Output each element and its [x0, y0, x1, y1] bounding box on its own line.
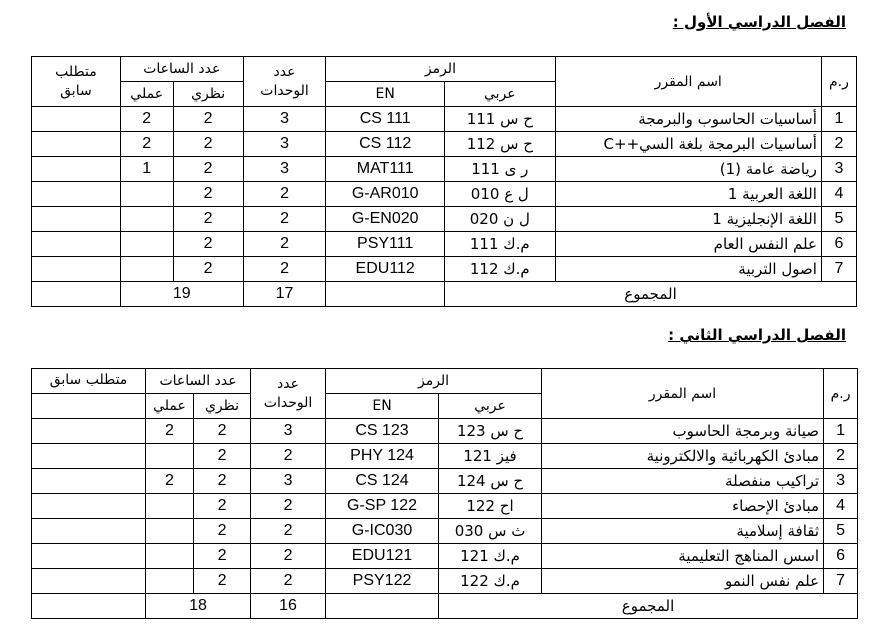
col-header-en: EN	[326, 394, 439, 419]
units-cell: 2	[251, 519, 326, 544]
col-header-prereq	[32, 57, 121, 107]
units-cell: 2	[243, 232, 326, 257]
table-row	[32, 519, 858, 544]
row-number: 2	[824, 444, 858, 469]
practical-hours	[120, 207, 173, 232]
course-name: مبادئ الإحصاء	[542, 494, 824, 519]
code-arabic: ل ن 020	[445, 207, 555, 232]
units-cell: 2	[243, 207, 326, 232]
course-name: مبادئ الكهربائية والالكترونية	[542, 444, 824, 469]
col-header-hours: عدد الساعات	[120, 57, 243, 82]
practical-hours	[120, 182, 173, 207]
prereq-cell	[32, 132, 121, 157]
col-header-num: ر.م	[821, 57, 856, 107]
table-row	[32, 107, 857, 132]
prereq-header-bottom: سابق	[60, 82, 92, 99]
units-cell: 3	[243, 107, 326, 132]
row-number: 6	[824, 544, 858, 569]
table-row	[32, 232, 857, 257]
total-prereq-empty	[32, 594, 146, 619]
table-row	[32, 444, 858, 469]
prereq-cell	[32, 232, 121, 257]
row-number: 5	[824, 519, 858, 544]
theory-hours: 2	[173, 257, 243, 282]
prereq-cell	[32, 494, 146, 519]
theory-hours: 2	[194, 494, 251, 519]
theory-hours: 2	[194, 469, 251, 494]
code-arabic: م.ك 112	[445, 257, 555, 282]
table-row	[32, 182, 857, 207]
practical-hours	[146, 544, 194, 569]
col-header-practical: عملي	[120, 82, 173, 107]
practical-hours	[146, 444, 194, 469]
table-row	[32, 132, 857, 157]
course-name: تراكيب منفصلة	[542, 469, 824, 494]
units-cell: 3	[251, 419, 326, 444]
code-arabic: ح س 124	[439, 469, 542, 494]
practical-hours	[146, 569, 194, 594]
code-arabic: م.ك 122	[439, 569, 542, 594]
col-header-units	[243, 57, 326, 107]
code-en: G-IC030	[326, 519, 439, 544]
code-arabic: اح 122	[439, 494, 542, 519]
practical-hours: 2	[120, 107, 173, 132]
code-arabic: فيز 121	[439, 444, 542, 469]
course-name: اصول التربية	[555, 257, 821, 282]
practical-hours	[146, 519, 194, 544]
code-en: MAT111	[326, 157, 445, 182]
prereq-cell	[32, 107, 121, 132]
col-header-prereq: متطلب سابق	[32, 369, 146, 394]
code-arabic: م.ك 111	[445, 232, 555, 257]
prereq-cell	[32, 257, 121, 282]
code-en: G-EN020	[326, 207, 445, 232]
units-cell: 2	[251, 569, 326, 594]
code-en: CS 112	[326, 132, 445, 157]
code-en: PHY 124	[326, 444, 439, 469]
theory-hours: 2	[194, 419, 251, 444]
course-name: ثقافة إسلامية	[542, 519, 824, 544]
units-header-top: عدد	[277, 375, 299, 392]
theory-hours: 2	[194, 544, 251, 569]
code-arabic: ل ع 010	[445, 182, 555, 207]
theory-hours: 2	[173, 107, 243, 132]
theory-hours: 2	[173, 157, 243, 182]
theory-hours: 2	[173, 207, 243, 232]
units-header-top: عدد	[273, 63, 296, 80]
col-header-arabic: عربي	[445, 82, 555, 107]
table-row	[32, 544, 858, 569]
prereq-cell	[32, 569, 146, 594]
code-en: CS 124	[326, 469, 439, 494]
course-name: اسس المناهج التعليمية	[542, 544, 824, 569]
theory-hours: 2	[173, 132, 243, 157]
code-arabic: ح س 112	[445, 132, 555, 157]
table-row	[32, 494, 858, 519]
course-name: علم النفس العام	[555, 232, 821, 257]
row-number: 7	[824, 569, 858, 594]
row-number: 4	[824, 494, 858, 519]
row-number: 7	[821, 257, 856, 282]
col-header-code: الرمز	[326, 369, 542, 394]
course-name: صيانة وبرمجة الحاسوب	[542, 419, 824, 444]
theory-hours: 2	[173, 232, 243, 257]
practical-hours: 2	[120, 132, 173, 157]
table-row	[32, 157, 857, 182]
units-cell: 2	[251, 444, 326, 469]
units-cell: 2	[243, 182, 326, 207]
units-cell: 3	[243, 157, 326, 182]
units-cell: 2	[251, 494, 326, 519]
total-units: 17	[243, 282, 326, 307]
total-units: 16	[251, 594, 326, 619]
prereq-cell	[32, 519, 146, 544]
theory-hours: 2	[194, 444, 251, 469]
prereq-cell	[32, 469, 146, 494]
row-number: 1	[824, 419, 858, 444]
semester2-table	[31, 368, 858, 619]
prereq-cell	[32, 419, 146, 444]
units-header-bottom: الوحدات	[260, 82, 309, 99]
practical-hours: 2	[146, 419, 194, 444]
code-arabic: م.ك 121	[439, 544, 542, 569]
row-number: 1	[821, 107, 856, 132]
table-row	[32, 469, 858, 494]
code-arabic: ث س 030	[439, 519, 542, 544]
row-number: 6	[821, 232, 856, 257]
course-name: اللغة العربية 1	[555, 182, 821, 207]
col-header-en: EN	[326, 82, 445, 107]
practical-hours	[120, 232, 173, 257]
row-number: 3	[824, 469, 858, 494]
total-hours: 19	[120, 282, 243, 307]
prereq-cell	[32, 157, 121, 182]
code-en: CS 111	[326, 107, 445, 132]
units-cell: 2	[243, 257, 326, 282]
prereq-subheader-empty	[32, 394, 146, 419]
total-label: المجموع	[445, 282, 857, 307]
code-en: G-SP 122	[326, 494, 439, 519]
col-header-course: اسم المقرر	[555, 57, 821, 107]
code-en: EDU112	[326, 257, 445, 282]
code-en: PSY122	[326, 569, 439, 594]
code-en: PSY111	[326, 232, 445, 257]
practical-hours	[120, 257, 173, 282]
col-header-code: الرمز	[326, 57, 555, 82]
code-arabic: ح س 123	[439, 419, 542, 444]
course-name: أساسيات الحاسوب والبرمجة	[555, 107, 821, 132]
total-label: المجموع	[439, 594, 858, 619]
prereq-cell	[32, 444, 146, 469]
total-empty	[326, 594, 439, 619]
course-name: رياضة عامة (1)	[555, 157, 821, 182]
semester2-title: الفصل الدراسي الثاني :	[668, 326, 846, 344]
row-number: 3	[821, 157, 856, 182]
course-name: أساسيات البرمجة بلغة السي++C	[555, 132, 821, 157]
units-cell: 3	[243, 132, 326, 157]
units-cell: 3	[251, 469, 326, 494]
prereq-cell	[32, 544, 146, 569]
code-arabic: ح س 111	[445, 107, 555, 132]
table-row	[32, 257, 857, 282]
code-en: EDU121	[326, 544, 439, 569]
total-hours: 18	[146, 594, 251, 619]
col-header-hours: عدد الساعات	[146, 369, 251, 394]
theory-hours: 2	[194, 569, 251, 594]
practical-hours: 2	[146, 469, 194, 494]
course-name: علم نفس النمو	[542, 569, 824, 594]
col-header-course: اسم المقرر	[542, 369, 824, 419]
col-header-arabic: عربي	[439, 394, 542, 419]
theory-hours: 2	[173, 182, 243, 207]
code-en: CS 123	[326, 419, 439, 444]
units-header-bottom: الوحدات	[263, 394, 313, 411]
col-header-theory: نظري	[194, 394, 251, 419]
code-arabic: ر ى 111	[445, 157, 555, 182]
semester1-title: الفصل الدراسي الأول :	[672, 13, 846, 31]
practical-hours: 1	[120, 157, 173, 182]
course-name: اللغة الإنجليزية 1	[555, 207, 821, 232]
table-header-row	[32, 57, 857, 82]
table-row	[32, 207, 857, 232]
col-header-num: ر.م	[824, 369, 858, 419]
theory-hours: 2	[194, 519, 251, 544]
units-cell: 2	[251, 544, 326, 569]
col-header-practical: عملي	[146, 394, 194, 419]
row-number: 2	[821, 132, 856, 157]
col-header-theory: نظري	[173, 82, 243, 107]
row-number: 4	[821, 182, 856, 207]
total-prereq-empty	[32, 282, 121, 307]
table-row	[32, 569, 858, 594]
total-empty	[326, 282, 445, 307]
row-number: 5	[821, 207, 856, 232]
col-header-units	[251, 369, 326, 419]
prereq-cell	[32, 207, 121, 232]
prereq-header-top: متطلب	[55, 63, 97, 80]
total-row	[32, 282, 857, 307]
code-en: G-AR010	[326, 182, 445, 207]
semester1-table	[31, 56, 857, 307]
total-row	[32, 594, 858, 619]
table-row	[32, 419, 858, 444]
practical-hours	[146, 494, 194, 519]
table-header-row	[32, 369, 858, 394]
prereq-cell	[32, 182, 121, 207]
